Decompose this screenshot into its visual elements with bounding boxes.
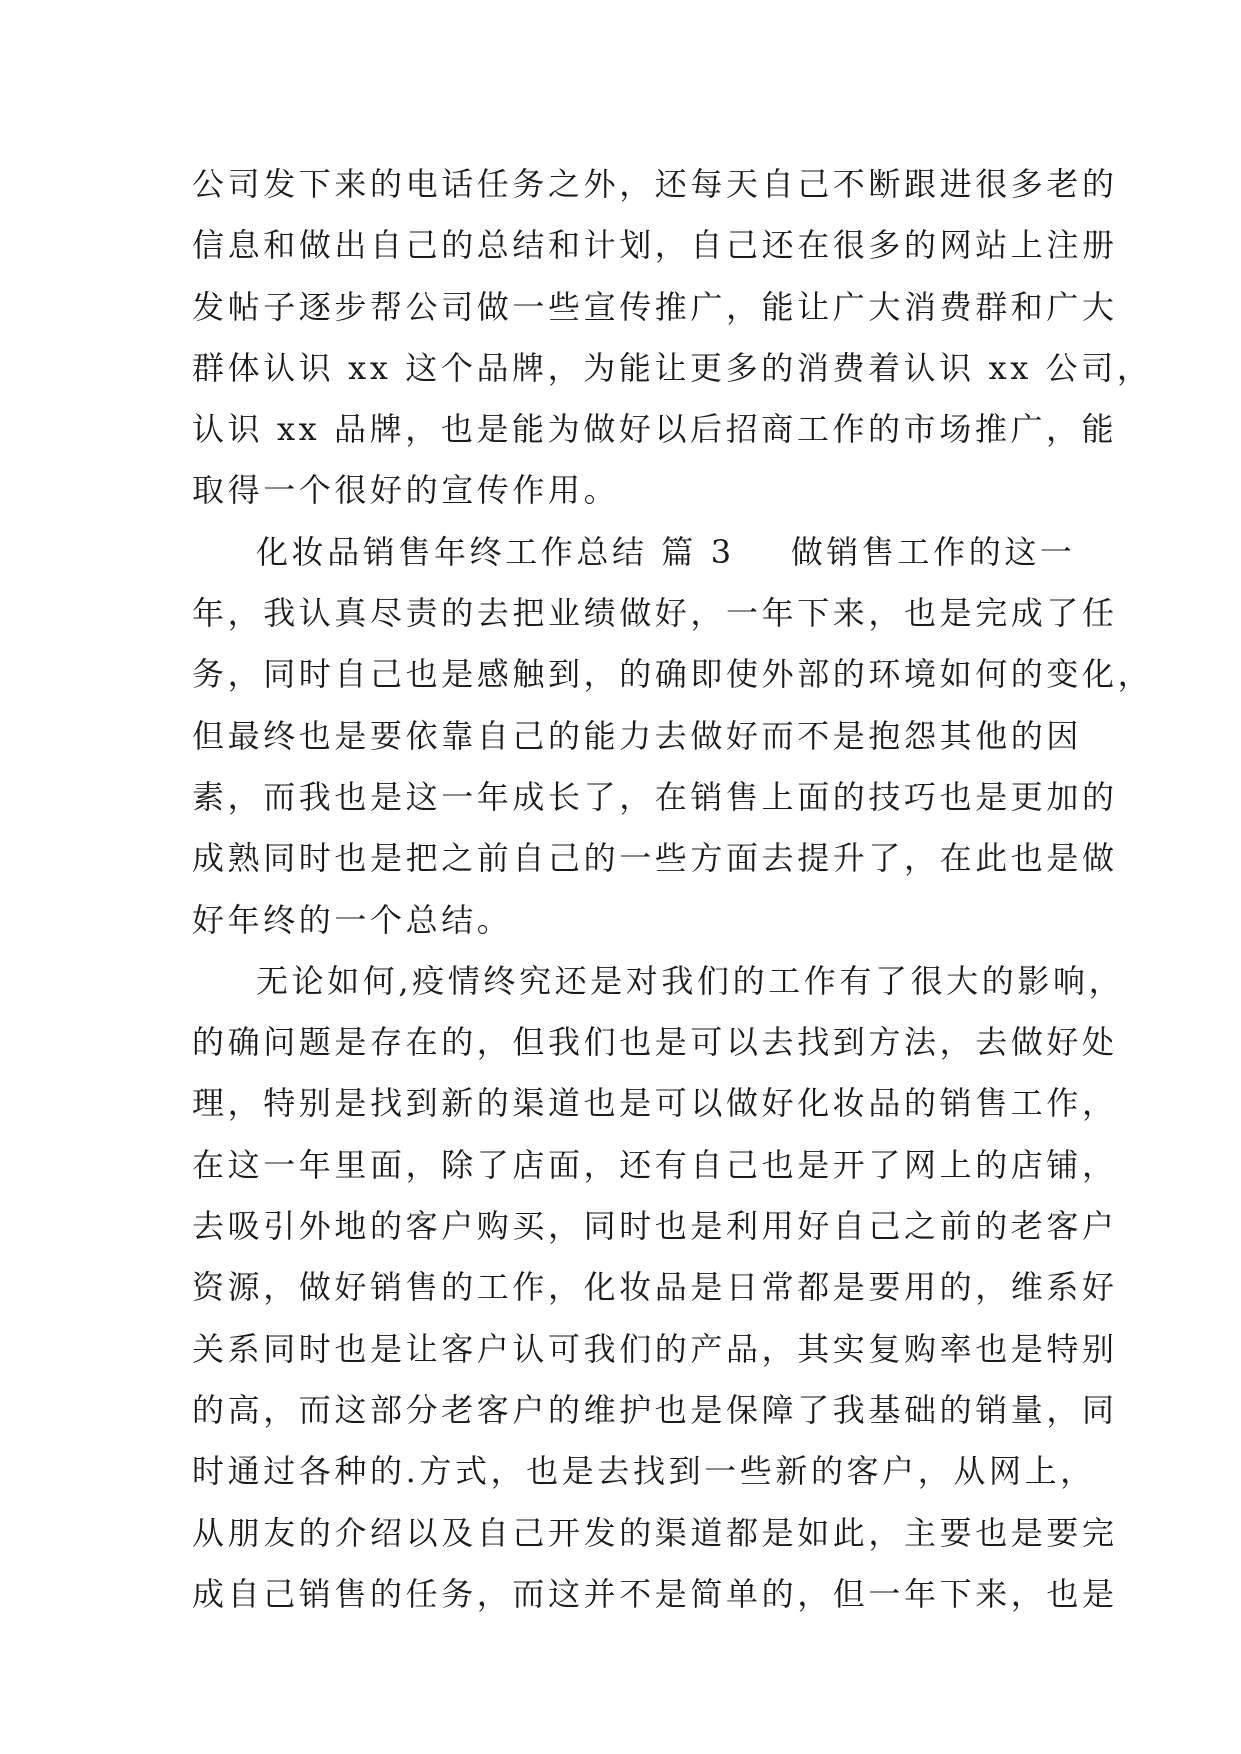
text-line: 关系同时也是让客户认可我们的产品，其实复购率也是特别 — [192, 1329, 1118, 1368]
text-line: 信息和做出自己的总结和计划，自己还在很多的网站上注册 — [192, 226, 1118, 265]
text-line: 时通过各种的.方式，也是去找到一些新的客户，从网上， — [192, 1452, 1096, 1491]
paragraph-start-line: 无论如何,疫情终究还是对我们的工作有了很大的影响， — [256, 961, 1125, 1000]
text-line: 务，同时自己也是感触到，的确即使外部的环境如何的变化， — [192, 655, 1154, 694]
text-line: 取得一个很好的宣传作用。 — [192, 471, 620, 510]
text-line: 年，我认真尽责的去把业绩做好，一年下来，也是完成了任 — [192, 594, 1118, 633]
text-line: 公司发下来的电话任务之外，还每天自己不断跟进很多老的 — [192, 165, 1118, 203]
document-body — [192, 154, 1154, 1625]
text-line: 素，而我也是这一年成长了，在销售上面的技巧也是更加的 — [192, 777, 1118, 816]
text-line: 的高，而这部分老客户的维护也是保障了我基础的销量，同 — [192, 1390, 1118, 1429]
text-line: 理，特别是找到新的渠道也是可以做好化妆品的销售工作， — [192, 1084, 1118, 1123]
text-line: 但最终也是要依靠自己的能力去做好而不是抱怨其他的因 — [192, 716, 1083, 755]
text-line: 的确问题是存在的，但我们也是可以去找到方法，去做好处 — [192, 1023, 1118, 1062]
text-line: 去吸引外地的客户购买，同时也是利用好自己之前的老客户 — [192, 1207, 1118, 1246]
text-line: 好年终的一个总结。 — [192, 900, 513, 939]
section-heading-line — [192, 522, 1076, 583]
text-line: 认识 xx 品牌，也是能为做好以后招商工作的市场推广，能 — [192, 410, 1118, 449]
text-line: 成自己销售的任务，而这并不是简单的，但一年下来，也是 — [192, 1574, 1118, 1613]
text-line: 群体认识 xx 这个品牌，为能让更多的消费着认识 xx 公司， — [192, 348, 1153, 387]
text-line: 在这一年里面，除了店面，还有自己也是开了网上的店铺， — [192, 1145, 1118, 1184]
text-line: 从朋友的介绍以及自己开发的渠道都是如此，主要也是要完 — [192, 1513, 1118, 1552]
section-first-text: 做销售工作的这一 — [790, 532, 1076, 571]
text-line: 成熟同时也是把之前自己的一些方面去提升了，在此也是做 — [192, 839, 1118, 878]
section-heading: 化妆品销售年终工作总结 篇 3 — [256, 532, 735, 571]
text-line: 发帖子逐步帮公司做一些宣传推广，能让广大消费群和广大 — [192, 287, 1118, 326]
text-line: 资源，做好销售的工作，化妆品是日常都是要用的，维系好 — [192, 1268, 1118, 1307]
